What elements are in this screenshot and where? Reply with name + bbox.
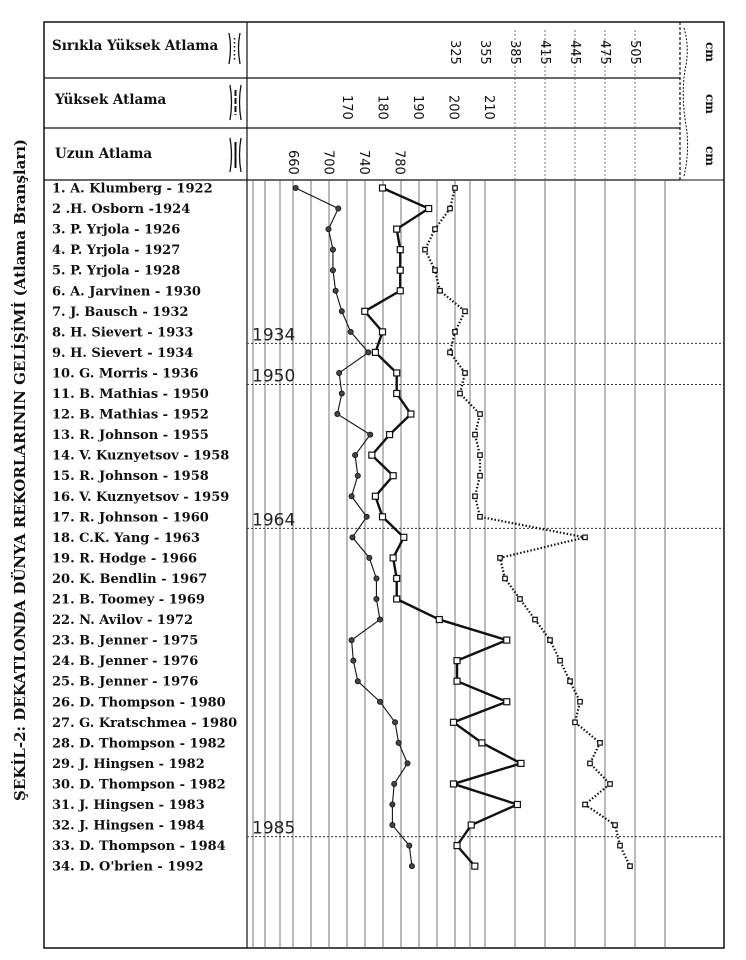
- tick-label: 170: [339, 95, 354, 120]
- tick-label: 415: [537, 40, 552, 65]
- data-point: [374, 576, 379, 581]
- pole-vault-legend-symbol: [229, 33, 240, 64]
- year-annotations: [247, 325, 724, 838]
- tick-label: 475: [597, 40, 612, 65]
- data-point: [351, 658, 356, 663]
- data-point: [628, 864, 633, 869]
- tick-label: 660: [285, 150, 300, 175]
- data-point: [349, 638, 354, 643]
- data-point: [468, 822, 474, 828]
- data-point: [583, 802, 588, 807]
- athlete-label: 3. P. Yrjola - 1926: [52, 222, 181, 238]
- data-point: [362, 308, 368, 314]
- data-point: [397, 288, 403, 294]
- year-annotation: 1950: [252, 366, 296, 387]
- athlete-label: 14. V. Kuznyetsov - 1958: [52, 448, 230, 464]
- data-point: [451, 719, 457, 725]
- tick-label: 180: [374, 95, 390, 120]
- data-point: [337, 370, 342, 375]
- long-jump-legend-symbol: [230, 138, 241, 172]
- series-line-0: [425, 188, 630, 866]
- data-point: [387, 432, 393, 438]
- data-point: [478, 473, 483, 478]
- data-point: [498, 556, 503, 561]
- high-jump-unit: cm: [703, 94, 717, 115]
- tick-label: 190: [410, 95, 425, 120]
- data-point: [367, 555, 372, 560]
- data-point: [355, 679, 360, 684]
- data-point: [458, 391, 463, 396]
- data-point: [608, 782, 613, 787]
- tick-label: 740: [356, 150, 371, 175]
- data-point: [368, 432, 373, 437]
- data-point: [558, 658, 563, 663]
- data-point: [396, 740, 401, 745]
- data-point: [453, 186, 458, 191]
- pole-vault-unit: cm: [703, 42, 717, 63]
- data-point: [397, 267, 403, 273]
- data-point: [336, 206, 341, 211]
- data-point: [503, 576, 508, 581]
- data-point: [578, 700, 583, 705]
- data-point: [372, 493, 378, 499]
- data-point: [478, 453, 483, 458]
- data-point: [380, 329, 386, 335]
- data-point: [394, 370, 400, 376]
- athlete-label: 23. B. Jenner - 1975: [52, 633, 199, 649]
- data-point: [407, 843, 412, 848]
- data-point: [478, 412, 483, 417]
- athlete-label: 4. P. Yrjola - 1927: [52, 243, 181, 259]
- data-point: [335, 411, 340, 416]
- athlete-label: 9. H. Sievert - 1934: [52, 345, 194, 361]
- athlete-label: 22. N. Avilov - 1972: [52, 613, 194, 629]
- athlete-label: 11. B. Mathias - 1950: [52, 387, 209, 402]
- year-annotation: 1964: [252, 510, 296, 531]
- tick-label: 210: [481, 95, 496, 120]
- axis-tick-labels: [285, 40, 642, 175]
- data-point: [448, 206, 453, 211]
- data-point: [390, 555, 396, 561]
- data-point: [438, 289, 443, 294]
- grid-lines: [253, 30, 665, 948]
- athlete-label: 28. D. Thompson - 1982: [52, 736, 226, 752]
- data-point: [433, 268, 438, 273]
- data-point: [463, 371, 468, 376]
- data-point: [397, 247, 403, 253]
- athlete-label: 19. R. Hodge - 1966: [52, 551, 198, 567]
- year-annotation: 1985: [252, 818, 296, 839]
- data-point: [392, 720, 397, 725]
- athlete-label: 34. D. O'brien - 1992: [52, 859, 204, 875]
- pole-vault-header: Sırıkla Yüksek Atlama: [52, 38, 219, 54]
- data-point: [349, 494, 354, 499]
- data-point: [394, 226, 400, 232]
- tick-label: 780: [391, 150, 407, 175]
- data-point: [380, 514, 386, 520]
- athlete-label: 5. P. Yrjola - 1928: [52, 263, 181, 279]
- data-point: [451, 781, 457, 787]
- data-point: [473, 432, 478, 437]
- data-point: [583, 535, 588, 540]
- high-jump-header: Yüksek Atlama: [55, 92, 167, 108]
- data-point: [330, 268, 335, 273]
- data-point: [394, 596, 400, 602]
- data-point: [339, 391, 344, 396]
- data-point: [478, 515, 483, 520]
- long-jump-header: Uzun Atlama: [55, 146, 153, 162]
- tick-label: 445: [567, 40, 582, 65]
- series-lines: [293, 185, 632, 869]
- data-point: [588, 761, 593, 766]
- data-point: [518, 597, 523, 602]
- athlete-label: 10. G. Morris - 1936: [52, 366, 199, 382]
- data-point: [405, 761, 410, 766]
- data-point: [448, 350, 453, 355]
- athlete-label: 31. J. Hingsen - 1983: [52, 798, 205, 813]
- data-point: [392, 781, 397, 786]
- athlete-label: 20. K. Bendlin - 1967: [52, 571, 208, 587]
- data-point: [372, 349, 378, 355]
- tick-label: 385: [507, 40, 522, 65]
- data-point: [518, 760, 524, 766]
- tick-label: 355: [477, 40, 492, 65]
- data-point: [436, 617, 442, 623]
- data-point: [613, 823, 618, 828]
- data-point: [433, 227, 438, 232]
- data-point: [377, 617, 382, 622]
- data-point: [573, 720, 578, 725]
- athlete-label: 17. R. Johnson - 1960: [52, 510, 209, 526]
- data-point: [380, 185, 386, 191]
- athlete-label: 27. G. Kratschmea - 1980: [52, 715, 238, 731]
- athlete-label: 25. B. Jenner - 1976: [52, 674, 199, 690]
- athlete-label: 6. A. Jarvinen - 1930: [52, 284, 201, 300]
- data-point: [355, 473, 360, 478]
- data-point: [618, 843, 623, 848]
- data-point: [514, 802, 520, 808]
- athlete-label: 15. R. Johnson - 1958: [52, 469, 209, 485]
- athlete-label: 29. J. Hingsen - 1982: [52, 756, 205, 772]
- data-point: [374, 596, 379, 601]
- data-point: [473, 494, 478, 499]
- data-point: [504, 637, 510, 643]
- data-point: [504, 699, 510, 705]
- athlete-label: 30. D. Thompson - 1982: [52, 777, 226, 793]
- data-point: [366, 350, 371, 355]
- data-point: [426, 206, 432, 212]
- data-point: [390, 822, 395, 827]
- data-point: [568, 679, 573, 684]
- athlete-label: 2 .H. Osborn -1924: [52, 202, 191, 218]
- data-point: [548, 638, 553, 643]
- data-point: [364, 514, 369, 519]
- data-point: [333, 288, 338, 293]
- data-point: [348, 329, 353, 334]
- tick-label: 325: [447, 40, 462, 65]
- data-point: [454, 843, 460, 849]
- athlete-label: 24. B. Jenner - 1976: [52, 654, 199, 670]
- data-point: [401, 534, 407, 540]
- header-legend: [52, 33, 241, 172]
- athlete-label: 12. B. Mathias - 1952: [52, 407, 209, 423]
- data-point: [353, 453, 358, 458]
- data-point: [326, 227, 331, 232]
- data-point: [453, 330, 458, 335]
- data-point: [390, 473, 396, 479]
- data-point: [394, 391, 400, 397]
- athlete-label: 1. A. Klumberg - 1922: [52, 181, 213, 197]
- unit-labels: [683, 28, 717, 176]
- data-point: [409, 864, 414, 869]
- data-point: [423, 247, 428, 252]
- tick-label: 200: [445, 95, 461, 120]
- high-jump-legend-symbol: [230, 85, 241, 120]
- data-point: [293, 185, 298, 190]
- data-point: [390, 802, 395, 807]
- athlete-label: 7. J. Bausch - 1932: [52, 304, 189, 320]
- data-point: [350, 535, 355, 540]
- athlete-label: 26. D. Thompson - 1980: [52, 695, 226, 711]
- athlete-labels: [52, 182, 237, 875]
- athlete-label: 21. B. Toomey - 1969: [52, 592, 205, 608]
- year-annotation: 1934: [252, 325, 296, 346]
- athlete-label: 13. R. Johnson - 1955: [52, 428, 209, 444]
- data-point: [454, 678, 460, 684]
- tick-label: 700: [320, 150, 336, 175]
- data-point: [479, 740, 485, 746]
- data-point: [408, 411, 414, 417]
- data-point: [394, 575, 400, 581]
- data-point: [598, 741, 603, 746]
- figure-title: ŞEKİL-2: DEKATLONDA DÜNYA REKORLARININ GELİŞİMİ (Atlama Branşları): [11, 138, 29, 802]
- data-point: [533, 617, 538, 622]
- series-line-1: [365, 188, 521, 866]
- athlete-label: 33. D. Thompson - 1984: [52, 839, 226, 855]
- data-point: [369, 452, 375, 458]
- athlete-label: 8. H. Sievert - 1933: [52, 325, 194, 341]
- data-point: [454, 658, 460, 664]
- athlete-label: 32. J. Hingsen - 1984: [52, 818, 205, 834]
- data-point: [330, 247, 335, 252]
- long-jump-unit: cm: [703, 146, 717, 167]
- data-point: [377, 699, 382, 704]
- data-point: [339, 309, 344, 314]
- athlete-label: 18. C.K. Yang - 1963: [52, 530, 201, 546]
- tick-label: 505: [627, 40, 642, 65]
- athlete-label: 16. V. Kuznyetsov - 1959: [52, 489, 230, 505]
- data-point: [463, 309, 468, 314]
- data-point: [472, 863, 478, 869]
